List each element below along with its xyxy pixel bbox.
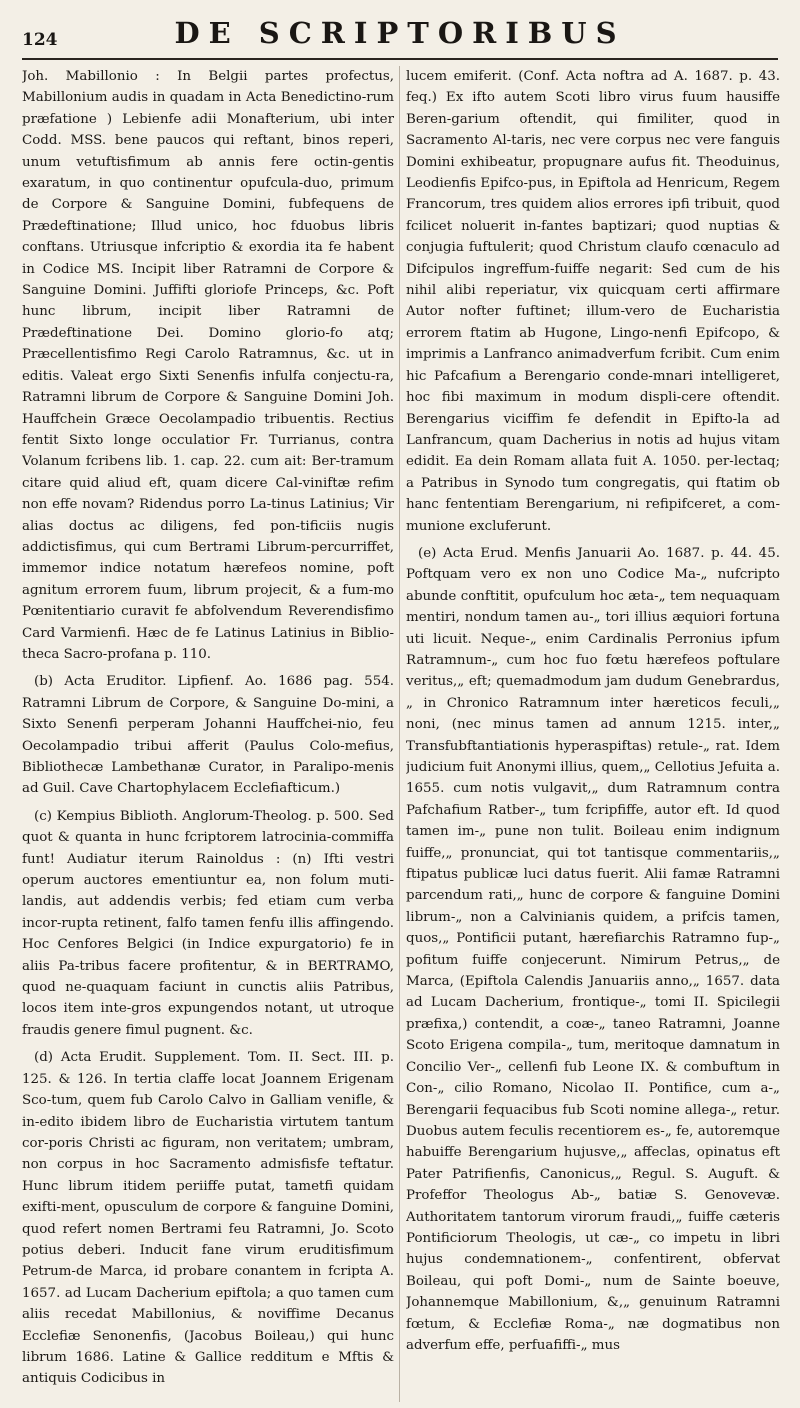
right-column: [406, 66, 780, 1402]
footnote-ref: (c): [34, 808, 52, 824]
footnote-ref: (e): [418, 545, 437, 561]
footnote-ref: (b): [34, 674, 54, 690]
column-divider: [399, 66, 400, 1402]
footnote-c: [22, 806, 394, 1041]
footnote-text: Kempius Biblioth. Anglorum-Theolog. p. 500. Sed quot & quanta in hunc fcriptorem latrocinia-commiffa funt! Audiatur iterum Rainoldus : (n) Ifti vestri operum auctores ementiuntur ea, non folum muti-landis, aut addendis verbis; fed etiam cum verba incor-rupta retinent, falfo tamen fenfu illis affingendo. Hoc Cenfores Belgici (in Indice expurgatorio) fe in aliis Pa-tribus facere profitentur, & in BERTRAMO, quod ne-quaquam faciunt in cunctis aliis Patribus, locos item inte-gros expungendos notant, ut utroque fraudis genere fimul pugnent. &c.: [22, 808, 394, 1038]
running-title: DE SCRIPTORIBUS: [174, 16, 626, 50]
footnote-text: Acta Erudit. Supplement. Tom. II. Sect. III. p. 125. & 126. In tertia claffe locat Joannem Erigenam Sco-tum, quem fub Carolo Calvo in Galliam venifle, & in-edito ibidem libro de Eucharistia virtutem tantum cor-poris Christi ac figuram, non veritatem; umbram, non corpus in hoc Sacramento admisfisfe teftatur. Hunc librum itidem periiffe putat, tametfi quidam exifti-ment, opusculum de corpore & fanguine Domini, quod refert nomen Bertrami feu Ratramni, Jo. Scoto potius deberi. Inducit fane virum eruditisfimum Petrum-de Marca, id probare conantem in fcripta A. 1657. ad Lucam Dacherium epiftola; a quo tamen cum aliis recedat Mabillonius, & noviffime Decanus Ecclefiæ Senonenfis, (Jacobus Boileau,) qui hunc librum 1686. Latine & Gallice redditum e Mftis & antiquis Codicibus in: [22, 1050, 394, 1387]
footnote-a-continuation: [22, 66, 394, 665]
footnote-b: [22, 671, 394, 799]
footnote-text: Acta Erud. Menfis Januarii Ao. 1687. p. 44. 45. Poftquam vero ex non uno Codice Ma-„ nufcripto abunde conftitit, opufculum hoc æta-„ tem nequaquam mentiri, nondum tamen au-„ tori illius æquiori fortuna uti licuit. Neque-„ enim Cardinalis Perronius ipfum Ratramnum-„ cum hoc fuo fœtu hærefeos poftulare veritus,„ eft; quemadmodum jam dudum Genebrardus,„ in Chronico Ratramnum inter hæreticos feculi,„ noni, (nec minus tamen ad annum 1215. inter,„ Transfubftantiationis hyperaspiftas) retule-„ rat. Idem judicium fuit Anonymi illius, quem,„ Cellotius Jefuita a. 1655. cum notis vulgavit,„ dum Ratramnum contra Pafchafium Ratber-„ tum fcripfiffe, autor eft. Id quod tamen im-„ pune non tulit. Boileau enim indignum fuiffe,„ pronunciat, qui tot tantisque commentariis,„ ftipatus publicæ luci datus fuerit. Alii famæ Ratramni parcendum rati,„ hunc de corpore & fanguine Domini librum-„ non a Calvinianis quidem, a prifcis tamen, quos,„ Pontificii putant, hærefiarchis Ratramno fup-„ pofitum fuiffe conjecerunt. Nimirum Petrus,„ de Marca, (Epiftola Calendis Januariis anno,„ 1657. data ad Lucam Dacherium, frontique-„ tomi II. Spicilegii præfixa,) contendit, a coæ-„ taneo Ratramni, Joanne Scoto Erigena compila-„ tum, meritoque damnatum in Concilio Ver-„ cellenfi fub Leone IX. & combuftum in Con-„ cilio Romano, Nicolao II. Pontifice, cum a-„ Berengarii fequacibus fub Scoti nomine allega-„ retur. Duobus autem feculis recentiorem es-„ fe, autoremque habuiffe Berengarium hujusve,„ affeclas, opinatus eft Pater Patrifienfis, Canonicus,„ Regul. S. Auguft. & Profeffor Theologus Ab-„ batiæ S. Genovevæ. Authoritatem tantorum virorum fraudi,„ fuiffe cæteris Pontificiorum Theologis, ut cæ-„ co impetu in libri hujus condemnationem-„ confentirent, obfervat Boileau, qui poft Domi-„ num de Sainte boeuve, Johannemque Mabillonium, &,„ genuinum Ratramni fœtum, & Ecclefiæ Roma-„ næ dogmatibus non adverfum effe, perfuafiffi-„ mus: [406, 545, 780, 1353]
footnote-ref: (d): [34, 1050, 54, 1066]
footnote-text: Joh. Mabillonio : In Belgii partes profectus, Mabillonium audis in quadam in Acta Benedictino-rum præfatione ) Lebienfe adii Monafterium, ubi inter Codd. MSS. bene paucos qui reftant, binos reperi, unum vetuftisfimum ab annis fere octin-gentis exaratum, in quo continentur opufcula-duo, primum de Corpore & Sanguine Domini, fubfequens de Prædeftinatione; Illud unico, hoc fduobus libris conftans. Utriusque infcriptio & exordia ita fe habent in Codice MS. Incipit liber Ratramni de Corpore & Sanguine Domini. Juffifti gloriofe Princeps, &c. Poft hunc librum, incipit liber Ratramni de Prædeftinatione Dei. Domino glorio-fo atq; Præcellentisfimo Regi Carolo Ratramnus, &c. ut in editis. Valeat ergo Sixti Senenfis infulfa conjectu-ra, Ratramni librum de Corpore & Sanguine Domini Joh. Hauffchein Græce Oecolampadio tribuentis. Rectius fentit Sixto longe occulatior Fr. Turrianus, contra Volanum fcribens lib. 1. cap. 22. cum ait: Ber-tramum citare quid aliud eft, quam dicere Cal-viniftæ refim non effe novam? Ridendus porro La-tinus Latinius; Vir alias doctus ac diligens, fed pon-tificiis nugis addictisfimus, qui cum Bertrami Librum-percurriffet, immemor indice notatum hærefeos nomine, poft agnitum errorem fuum, librum projecit, & a fum-mo Pœnitentiario curavit fe abfolvendum Reverendisfimo Card Varmienfi. Hæc de fe Latinus Latinius in Biblio-theca Sacro-profana p. 110.: [22, 69, 394, 662]
footnote-d-continuation: [406, 66, 780, 537]
footnote-text: lucem emiferit. (Conf. Acta noftra ad A. 1687. p. 43. feq.) Ex ifto autem Scoti libro virus fuum hausiffe Beren-garium oftendit, qui fimiliter, quod in Sacramento Al-taris, nec vere corpus nec vere fanguis Domini exhibeatur, propugnare aufus fit. Theoduinus, Leodienfis Epifco-pus, in Epiftola ad Henricum, Regem Francorum, tres quidem alios errores ipfi tribuit, quod fcilicet noluerit in-fantes baptizari; quod nuptias & conjugia fuftulerit; quod Christum claufo cœnaculo ad Difcipulos ingreffum-fuiffe negarit: Sed cum de his nihil alibi reperiatur, vix quicquam certi affirmare Autor nofter fuftinet; illum-vero de Eucharistia errorem ftatim ab Hugone, Lingo-nenfi Epifcopo, & imprimis a Lanfranco animadverfum fcribit. Cum enim hic Pafcafium a Berengario conde-mnari intelligeret, hoc fibi maximum in modum displi-cere oftendit. Berengarius viciffim fe defendit in Epifto-la ad Lanfrancum, quam Dacherius in notis ad hujus vitam edidit. Ea dein Romam allata fuit A. 1050. per-lectaq; a Patribus in Synodo tum congregatis, qui ftatim ob hanc fententiam Berengarium, ni refipifceret, a com-munione excluferunt.: [406, 69, 780, 534]
left-column: [22, 66, 394, 1402]
footnote-text: Acta Eruditor. Lipfienf. Ao. 1686 pag. 554. Ratramni Librum de Corpore, & Sanguine Do-mini, a Sixto Senenfi perperam Johanni Hauffchei-nio, feu Oecolampadio tribui afferit (Paulus Colo-mefius, Bibliothecæ Lambethanæ Curator, in Paralipo-menis ad Guil. Cave Chartophylacem Ecclefiafticum.): [22, 674, 394, 797]
page-header: [22, 14, 778, 60]
footnote-e: [406, 543, 780, 1356]
page-number: 124: [22, 30, 58, 50]
footnote-d: [22, 1047, 394, 1390]
